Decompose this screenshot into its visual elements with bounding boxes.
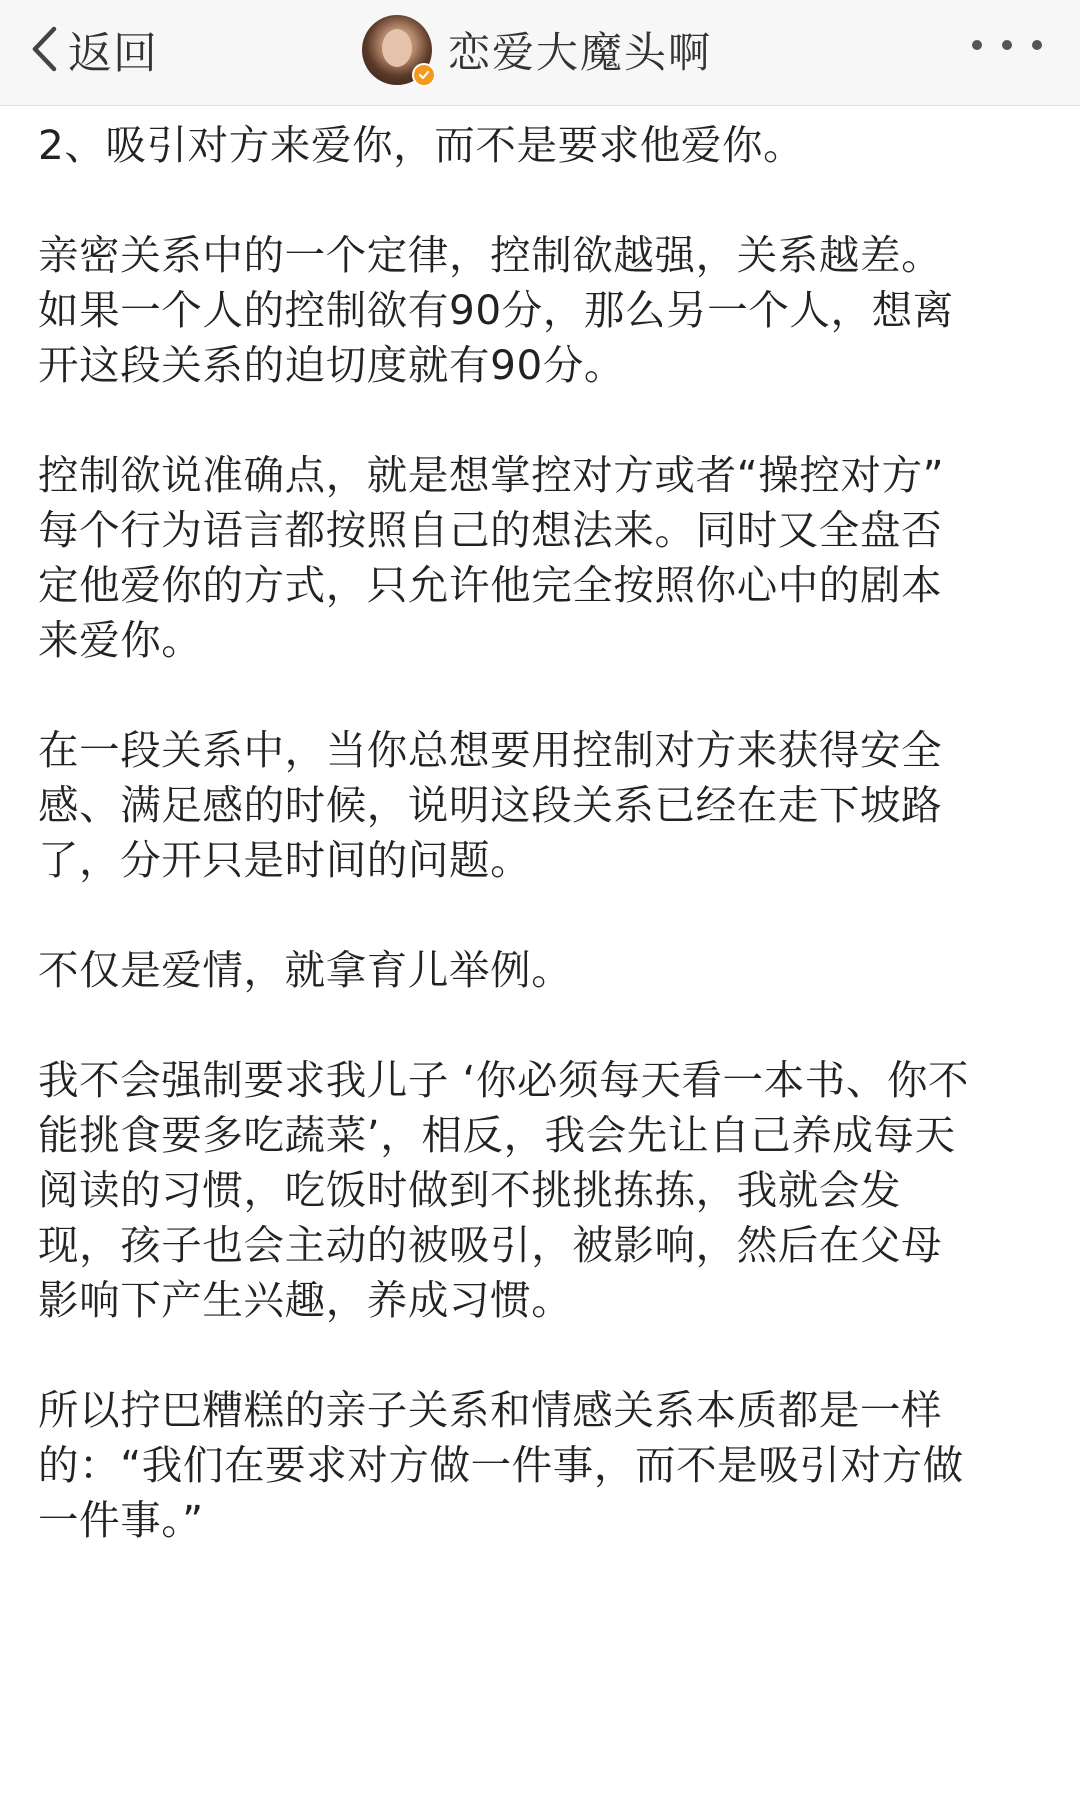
paragraph: 不仅是爱情，就拿育儿举例。 <box>38 946 573 994</box>
more-button[interactable] <box>972 30 1042 60</box>
more-dot <box>972 40 982 50</box>
back-button[interactable] <box>30 14 158 84</box>
paragraph: 我不会强制要求我儿子 ‘你必须每天看一本书、你不 能挑食要多吃蔬菜’，相反，我会先让自己养成每天 阅读的习惯，吃饭时做到不挑挑拣拣，我就会发 现，孩子也会主动的被吸引，被影响，然后在父母 影响下产生兴趣，养成习惯。 <box>38 1056 970 1324</box>
page-title: 恋爱大魔头啊 <box>448 28 713 77</box>
avatar-face <box>382 29 412 67</box>
paragraph: 亲密关系中的一个定律，控制欲越强，关系越差。 如果一个人的控制欲有90分，那么另一个人，想离 开这段关系的迫切度就有90分。 <box>38 231 954 389</box>
more-dot <box>1032 40 1042 50</box>
avatar[interactable] <box>362 15 432 85</box>
back-label: 返回 <box>68 28 158 79</box>
article-body <box>38 118 1048 1548</box>
title-group <box>362 10 712 90</box>
paragraph: 控制欲说准确点，就是想掌控对方或者“操控对方” 每个行为语言都按照自己的想法来。同时又全盘否 定他爱你的方式，只允许他完全按照你心中的剧本 来爱你。 <box>38 451 945 664</box>
chevron-left-icon <box>30 25 58 73</box>
paragraph: 所以拧巴糟糕的亲子关系和情感关系本质都是一样 的：“我们在要求对方做一件事，而不是吸引对方做 一件事。” <box>38 1386 964 1544</box>
more-dot <box>1002 40 1012 50</box>
paragraph: 在一段关系中，当你总想要用控制对方来获得安全 感、满足感的时候，说明这段关系已经在走下坡路 了，分开只是时间的问题。 <box>38 726 943 884</box>
verified-badge-icon <box>412 63 436 87</box>
paragraph-heading: 2、吸引对方来爱你，而不是要求他爱你。 <box>38 121 805 169</box>
nav-bar <box>0 0 1080 106</box>
